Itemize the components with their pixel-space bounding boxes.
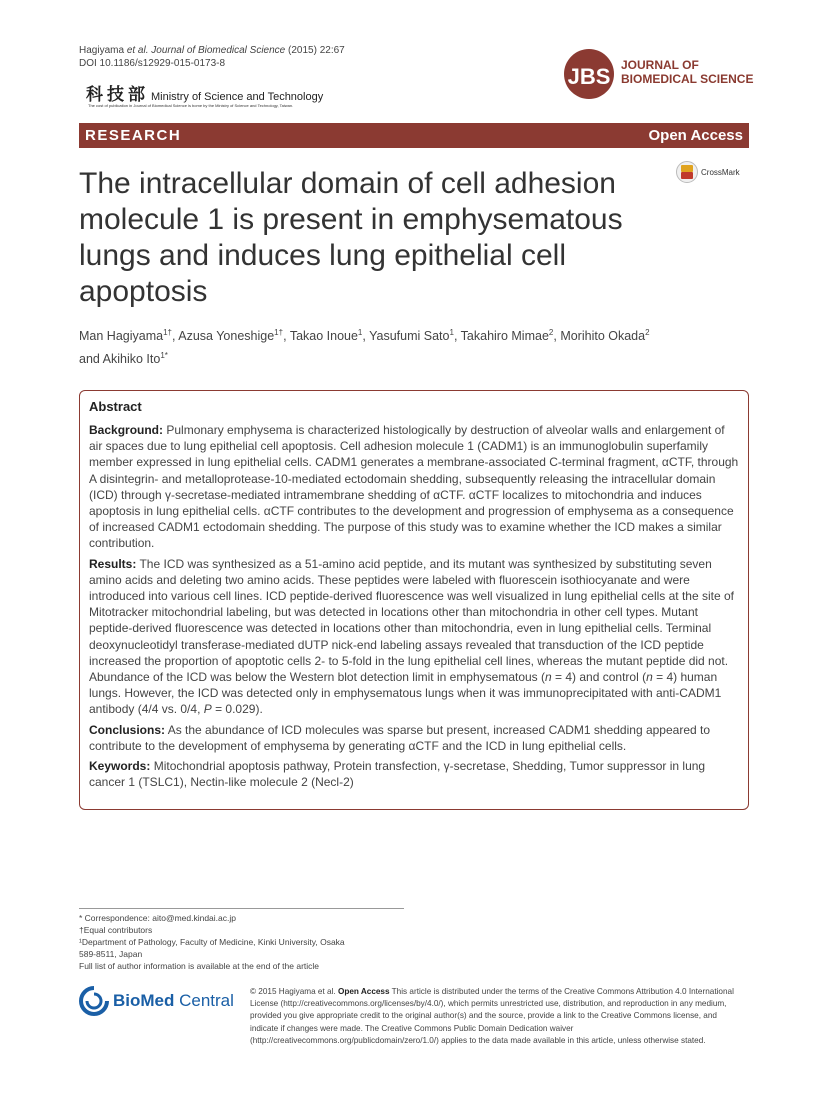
article-type-band [79, 123, 749, 148]
ministry-logo [86, 80, 323, 105]
abstract-heading: Abstract [89, 399, 142, 414]
author-info-note: Full list of author information is available at the end of the article [79, 961, 320, 971]
affiliation-cont: 589-8511, Japan [79, 949, 143, 959]
biomed-central-icon [79, 986, 109, 1016]
ministry-cjk-logo: 科技部 [86, 85, 149, 105]
article-title: The intracellular domain of cell adhesion molecule 1 is present in emphysematous lungs and induces lung epithelial cell apoptosis [79, 167, 623, 308]
publisher-name: BioMed Central [113, 991, 234, 1010]
journal-name-line1: JOURNAL OF [621, 58, 699, 72]
equal-contributors: †Equal contributors [79, 925, 153, 935]
publisher-logo [79, 986, 234, 1016]
citation-line: Hagiyama et al. Journal of Biomedical Science (2015) 22:67 [79, 45, 345, 56]
citation-block [79, 44, 345, 70]
author: Akihiko Ito$^{1*}$ [102, 351, 168, 367]
abstract-conclusions: Conclusions: As the abundance of ICD molecules was sparse but present, increased CADM1 shedding appeared to contribute to the development of emphysema by generating αCTF and the ICD in lung epithelial cells. [89, 722, 711, 753]
author: Man Hagiyama$^{1\dagger}$ [79, 328, 172, 344]
jbs-logo [561, 48, 617, 105]
journal-name [621, 58, 753, 86]
ministry-name: Ministry of Science and Technology [151, 91, 324, 103]
footnote-divider [79, 908, 404, 909]
abstract-box [79, 390, 749, 810]
abstract-background: Background: Pulmonary emphysema is characterized histologically by destruction of alveolar walls and enlargement of air spaces due to lung epithelial cell apoptosis. Cell adhesion molecule 1 (CADM1) is an immunoglobulin superfamily member expressed in lung epithelial cells. CADM1 generates a membrane-associated C-terminal fragment, αCTF, through A disintegrin- and metalloprotease-10-mediated ectodomain shedding, subsequently releasing the intracellular domain (ICD) through γ-secretase-mediated intramembrane shedding of αCTF. αCTF localizes to mitochondria and induces apoptosis in lung epithelial cells. αCTF contributes to the development and progression of emphysema as a consequence of increased CADM1 ectodomain shedding. The purpose of this study was to examine whether the ICD makes a similar contribution. [89, 423, 739, 551]
author-list: Man Hagiyama$^{1\dagger}$, Azusa Yoneshige$^{1\dagger}$, Takao Inoue$^1$, Yasufumi Sato$^1$, Takahiro Mimae$^2$, Morihito Okada$^2$ and Akihiko Ito$^{1*}$ [79, 328, 650, 367]
author: Takao Inoue$^1$ [289, 328, 363, 344]
open-access-label: Open Access [648, 127, 743, 144]
jbs-abbr: JBS [567, 64, 611, 89]
doi[interactable]: DOI 10.1186/s12929-015-0173-8 [79, 58, 226, 69]
journal-name-line2: BIOMEDICAL SCIENCE [621, 72, 754, 86]
crossmark-button[interactable] [676, 160, 740, 184]
crossmark-label: CrossMark [701, 167, 740, 177]
correspondence[interactable]: * Correspondence: aito@med.kindai.ac.jp [79, 913, 236, 923]
author: Yasufumi Sato$^1$ [369, 328, 454, 344]
affiliation: ¹Department of Pathology, Faculty of Medicine, Kinki University, Osaka [79, 937, 345, 947]
license-text: © 2015 Hagiyama et al. Open Access This article is distributed under the terms of the Creative Commons Attribution 4.0 International License (http://creativecommons.org/licenses/by/4.0/), which permits unrestricted use, distribution, and reproduction in any medium, provided you give appropriate credit to the original author(s) and the source, provide a link to the Creative Commons license, and indicate if changes were made. The Creative Commons Public Domain Dedication waiver (http://creativecommons.org/publicdomain/zero/1.0/) applies to the data made available in this article, unless otherwise stated. [250, 987, 734, 1045]
ministry-note: The cost of publication in Journal of Biomedical Science is bome by the Ministry of Science and Technology, Taiwan. [88, 103, 294, 108]
crossmark-icon [676, 160, 698, 184]
abstract-keywords: Keywords: Mitochondrial apoptosis pathway, Protein transfection, γ-secretase, Shedding, Tumor suppressor in lung cancer 1 (TSLC1), Nectin-like molecule 2 (Necl-2) [89, 759, 706, 790]
article-type: RESEARCH [85, 127, 182, 144]
abstract-results: Results: The ICD was synthesized as a 51-amino acid peptide, and its mutant was synthesized by substituting seven amino acids and deleting two amino acids. These peptides were labeled with fluorescein isothiocyanate and were introduced into various cell lines. ICD peptide-derived fluorescence was well visualized in lung epithelial cells at the site of Mitotracker mitochondrial labeling, but was detected in locations other than mitochondria in other cell types. Mutant peptide-derived fluorescence was detected in locations other than mitochondria, even in lung epithelial cells. Terminal deoxynucleotidyl transferase-mediated dUTP nick-end labeling assays revealed that transduction of the ICD peptide increased the proportion of apoptotic cells 2- to 5-fold in the lung epithelial cell lines, whereas the mutant peptide did not. Abundance of the ICD was below the Western blot detection limit in emphysematous (n = 4) and control (n = 4) human lungs. However, the ICD was detected only in emphysematous lungs when it was immunoprecipitated with anti-CADM1 antibody (4/4 vs. 0/4, P = 0.029). [89, 556, 735, 717]
author: Azusa Yoneshige$^{1\dagger}$ [178, 328, 284, 344]
author: Takahiro Mimae$^2$ [460, 328, 554, 344]
author: Morihito Okada$^2$ [560, 328, 650, 344]
footnotes [79, 912, 409, 972]
